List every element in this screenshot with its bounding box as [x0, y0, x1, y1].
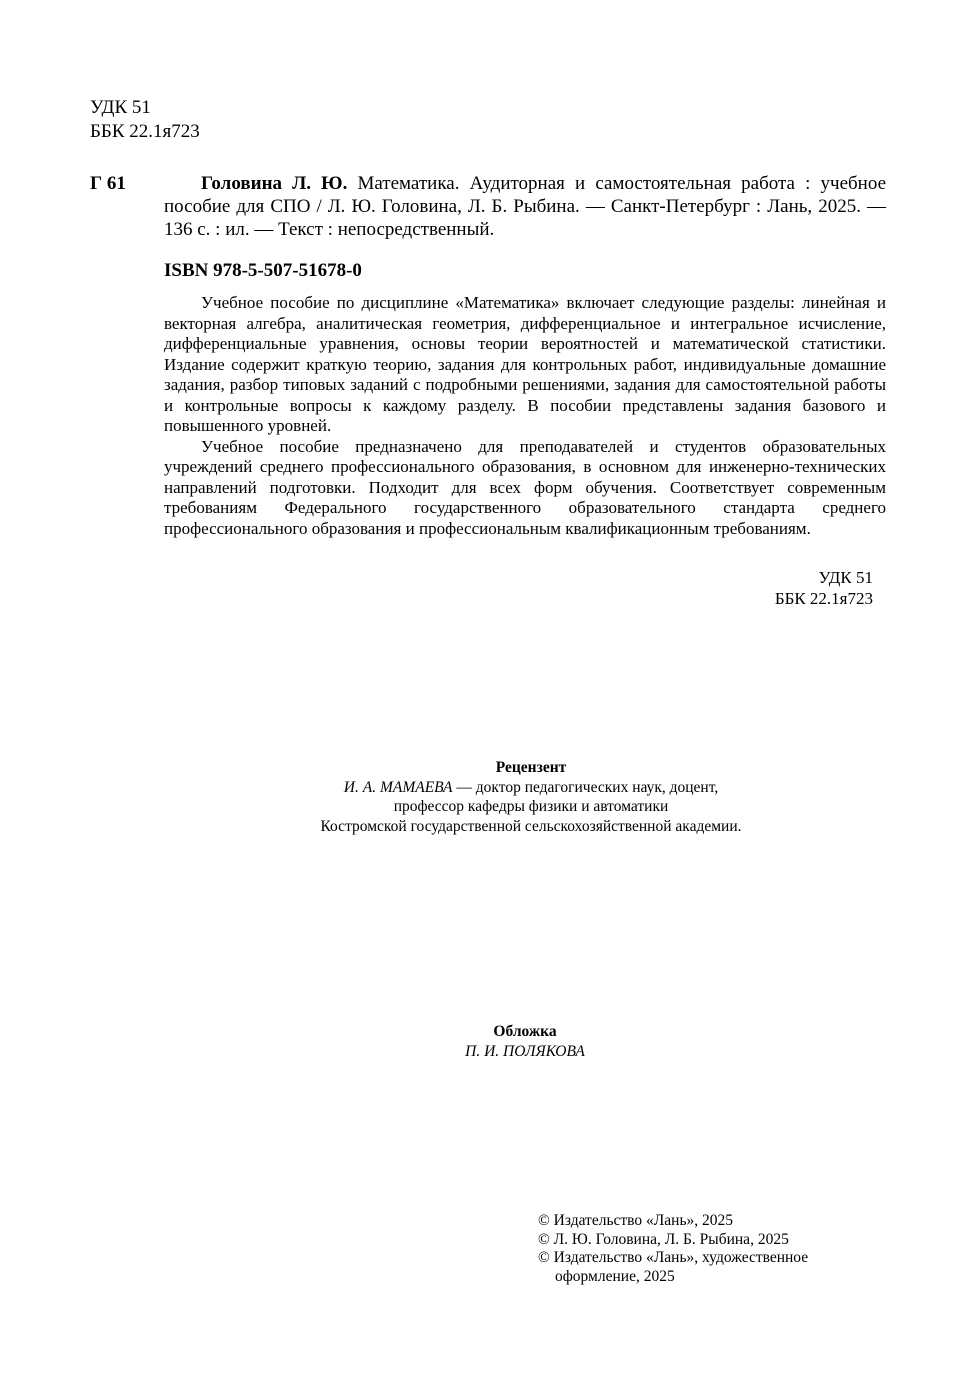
abstract-paragraph: Учебное пособие по дисциплине «Математика» включает следующие разделы: линейная и векторная алгебра, аналитическая геометрия, дифференциальное и интегральное исчисление, дифференциальные уравнения, основы теории вероятностей и математической статистики. Издание содержит краткую теорию, задания для контрольных работ, индивидуальные домашние задания, разбор типовых заданий с подробными решениями, задания для самостоятельной работы и контрольные вопросы к каждому разделу. В пособии представлены задания базового и повышенного уровней. — [164, 293, 886, 435]
bbk-code: ББК 22.1я723 — [90, 121, 200, 142]
copyright-line: © Л. Ю. Головина, Л. Б. Рыбина, 2025 — [538, 1230, 789, 1248]
classification-footer — [700, 567, 873, 609]
reviewer-line — [200, 778, 862, 798]
classification-header — [90, 96, 200, 144]
reviewer-position: профессор кафедры физики и автоматики — [393, 798, 669, 815]
copyright-line-continuation: оформление, 2025 — [555, 1267, 675, 1285]
reviewer-block — [200, 758, 862, 836]
reviewer-title: — доктор педагогических наук, доцент, — [452, 778, 719, 796]
bibliographic-description: Математика. Аудиторная и самостоятельная работа : учебное пособие для СПО / Л. Ю. Головина, Л. Б. Рыбина. — Санкт-Петербург : Лань, 2025. — 136 с. : ил. — Текст : непосредственный. — [164, 173, 886, 240]
bibliographic-record — [164, 172, 886, 241]
udk-code: УДК 51 — [818, 568, 873, 587]
bbk-code: ББК 22.1я723 — [774, 589, 873, 608]
cover-credit — [340, 1022, 710, 1061]
reviewer-institution: Костромской государственной сельскохозяйственной академии. — [320, 817, 742, 835]
reviewer-heading: Рецензент — [495, 759, 567, 776]
author-mark: Г 61 — [90, 173, 126, 194]
copyright-block — [538, 1212, 858, 1286]
reviewer-name: И. А. МАМАЕВА — [343, 778, 453, 796]
udk-code: УДК 51 — [90, 97, 151, 118]
abstract-paragraph: Учебное пособие предназначено для преподавателей и студентов образовательных учреждений среднего профессионального образования, в основном для инженерно-технических направлений подготовки. Подходит для всех форм обучения. Соответствует современным требованиям Федерального государственного образовательного стандарта среднего профессионального образования и профессиональным квалификационным требованиям. — [164, 436, 886, 538]
abstract — [164, 293, 886, 539]
author-name: Головина Л. Ю. — [201, 173, 348, 194]
copyright-line: © Издательство «Лань», художественное — [538, 1249, 809, 1266]
cover-heading: Обложка — [493, 1023, 557, 1040]
copyright-line: © Издательство «Лань», 2025 — [538, 1212, 734, 1229]
cover-designer-name: П. И. ПОЛЯКОВА — [465, 1042, 585, 1060]
isbn: ISBN 978-5-507-51678-0 — [164, 260, 362, 281]
